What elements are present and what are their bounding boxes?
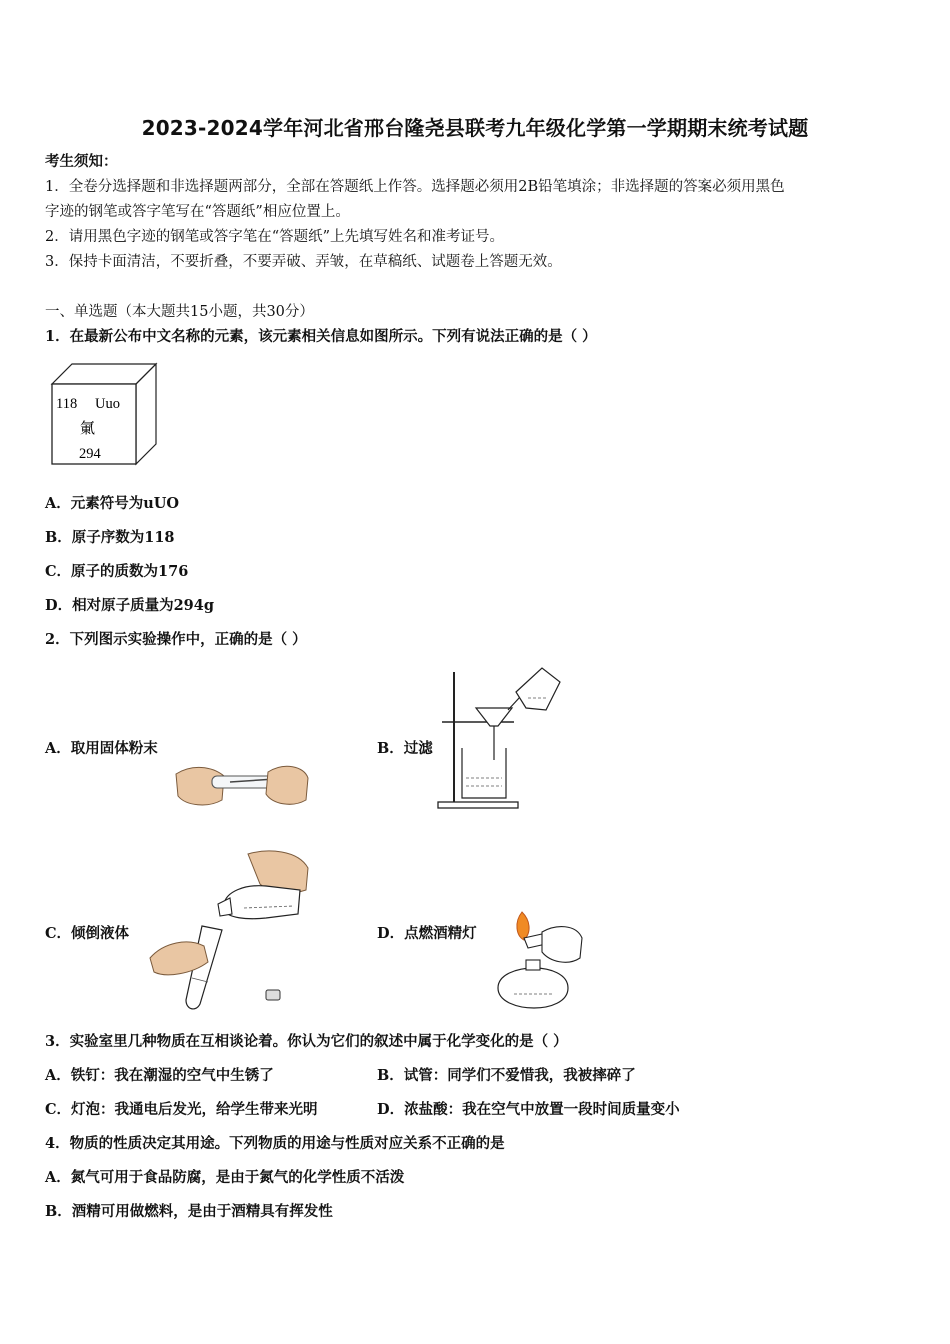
notice-heading: 考生须知： xyxy=(45,153,118,170)
page-title: 2023-2024学年河北省邢台隆尧县联考九年级化学第一学期期末统考试题 xyxy=(141,116,809,140)
alcohol-lamp-illustration xyxy=(484,908,586,1012)
q3-option-b: B．试管：同学们不爱惜我，我被摔碎了 xyxy=(377,1067,636,1084)
notice-line-2: 2．请用黑色字迹的钢笔或答字笔在“答题纸”上先填写姓名和准考证号。 xyxy=(45,229,505,245)
q2-option-c: C．倾倒液体 xyxy=(45,925,130,942)
q3-option-c: C．灯泡：我通电后发光，给学生带来光明 xyxy=(45,1101,318,1118)
q3-option-a: A．铁钉：我在潮湿的空气中生锈了 xyxy=(45,1067,274,1084)
pouring-liquid-illustration xyxy=(148,848,318,1016)
notice-line-1a: 1．全卷分选择题和非选择题两部分，全部在答题纸上作答。选择题必须用2B铅笔填涂；非选择题的答案必须用黑色 xyxy=(45,179,785,195)
element-name: 氭 xyxy=(80,419,96,437)
element-symbol: Uuo xyxy=(95,396,120,412)
filtration-illustration xyxy=(436,664,566,812)
q2-option-a: A．取用固体粉末 xyxy=(45,740,158,757)
element-mass: 294 xyxy=(79,446,101,462)
q1-option-b: B．原子序数为118 xyxy=(45,529,175,546)
q3-stem: 3．实验室里几种物质在互相谈论着。你认为它们的叙述中属于化学变化的是（ ） xyxy=(45,1033,568,1050)
q2-stem: 2．下列图示实验操作中，正确的是（ ） xyxy=(45,631,307,648)
section-heading: 一、单选题（本大题共15小题，共30分） xyxy=(45,304,314,320)
q4-stem: 4．物质的性质决定其用途。下列物质的用途与性质对应关系不正确的是 xyxy=(45,1135,505,1152)
q2-option-b: B．过滤 xyxy=(377,740,433,757)
element-cube-figure xyxy=(50,362,162,470)
element-number: 118 xyxy=(56,396,78,412)
notice-line-1b: 字迹的钢笔或答字笔写在“答题纸”相应位置上。 xyxy=(45,204,350,220)
q2-option-d: D．点燃酒精灯 xyxy=(377,925,477,942)
q1-option-c: C．原子的质数为176 xyxy=(45,563,189,580)
q1-option-a: A．元素符号为uUO xyxy=(45,495,180,512)
notice-line-3: 3．保持卡面清洁，不要折叠，不要弄破、弄皱，在草稿纸、试题卷上答题无效。 xyxy=(45,254,562,270)
q4-option-a: A．氮气可用于食品防腐，是由于氮气的化学性质不活泼 xyxy=(45,1169,405,1186)
q4-option-b: B．酒精可用做燃料，是由于酒精具有挥发性 xyxy=(45,1203,333,1220)
q1-stem: 1．在最新公布中文名称的元素，该元素相关信息如图所示。下列有说法正确的是（ ） xyxy=(45,328,597,345)
powder-transfer-illustration xyxy=(172,760,312,812)
q3-option-d: D．浓盐酸：我在空气中放置一段时间质量变小 xyxy=(377,1101,680,1118)
q1-option-d: D．相对原子质量为294g xyxy=(45,597,214,614)
